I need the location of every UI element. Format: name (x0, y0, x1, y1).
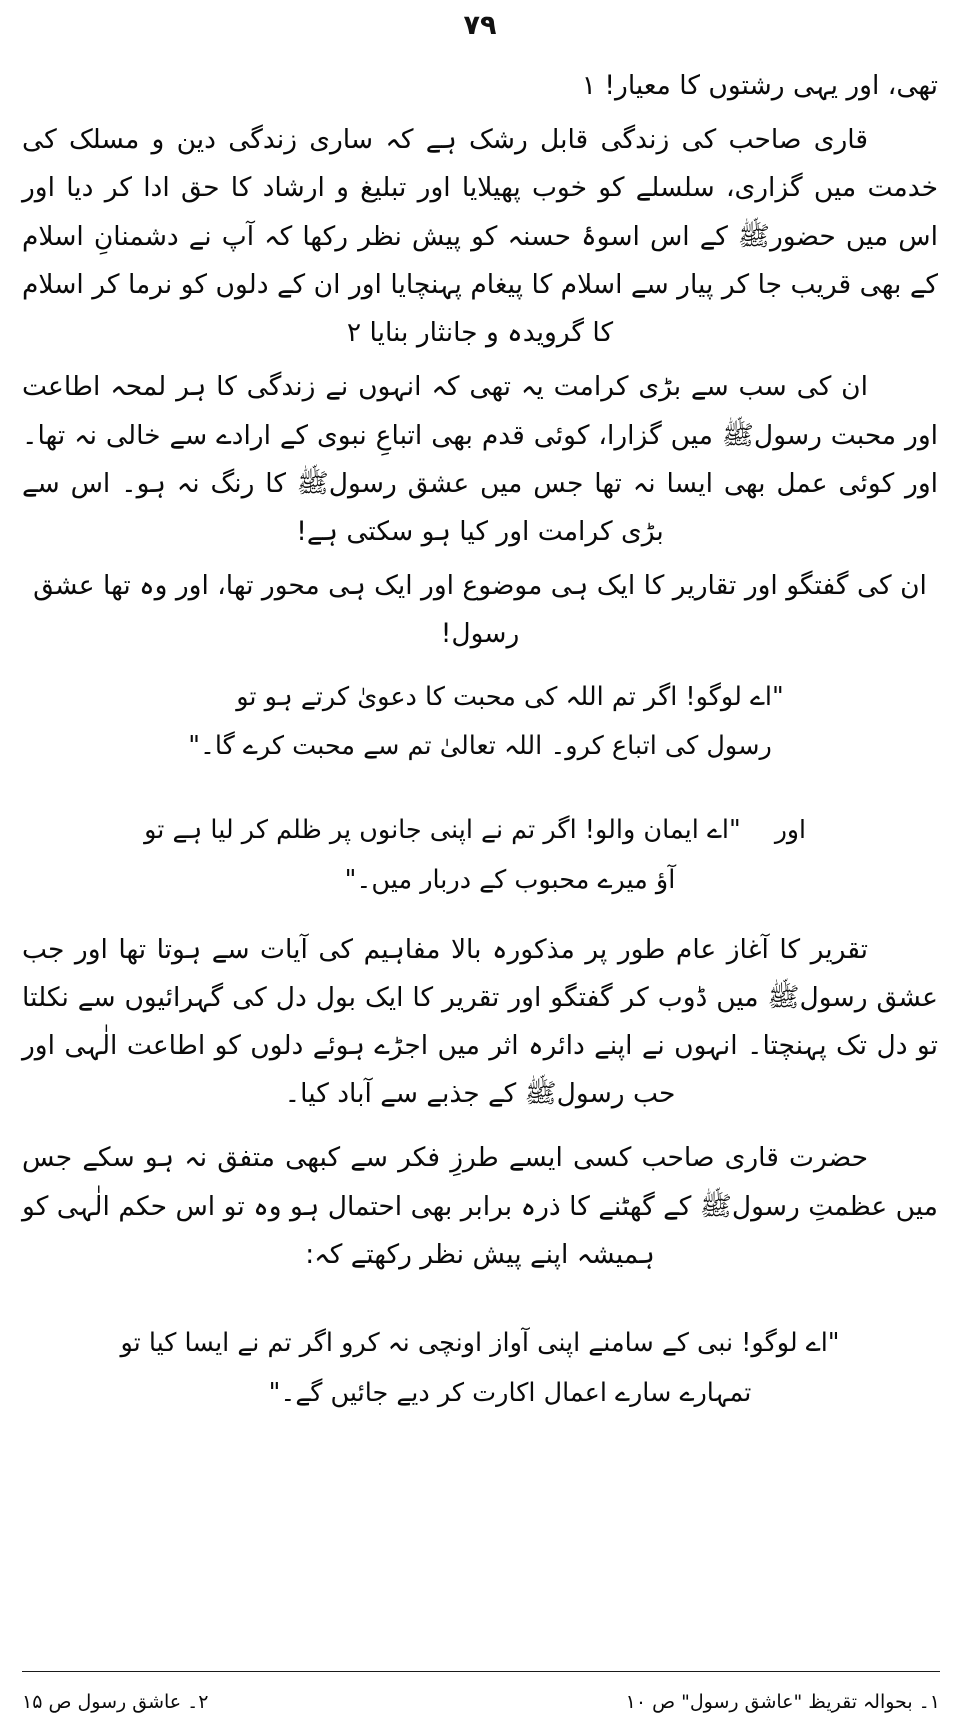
quotation-block (22, 1319, 938, 1418)
connector-word: اور (774, 815, 806, 845)
quote-line: آؤ میرے محبوب کے دربار میں۔" (344, 864, 676, 895)
paragraph-continuation: تھی، اور یہی رشتوں کا معیار! ۱ (581, 70, 938, 101)
footnote-divider (22, 1671, 940, 1672)
footnote-area (22, 1688, 940, 1717)
quotation-block (22, 806, 938, 905)
quote-line: "اے لوگو! اگر تم اللہ کی محبت کا دعویٰ کرتے ہو تو (236, 681, 784, 712)
quotation-block (22, 673, 938, 772)
quote-line: "اے ایمان والو! اگر تم نے اپنی جانوں پر ظلم کر لیا ہے تو (144, 815, 741, 846)
footnote-item: ۱۔ بحوالہ تقریظ "عاشق رسول" ص ۱۰ (625, 1690, 940, 1713)
paragraph: قاری صاحب کی زندگی قابل رشک ہے کہ ساری زندگی دین و مسلک کی خدمت میں گزاری، سلسلے کو خوب پھیلایا اور تبلیغ و ارشاد کا حق ادا کر دیا اور اس میں حضورﷺ کے اس اسوۂ حسنہ کو پیش نظر رکھا کہ آپ نے دشمنانِ اسلام کے بھی قریب جا کر پیار سے اسلام کا پیغام پہنچایا اور ان کے دلوں کو نرما کر اسلام کا گرویدہ و جانثار بنایا ۲ (22, 124, 938, 349)
page-body (22, 62, 938, 1428)
page-number: ۷۹ (463, 10, 497, 41)
footnote-item: ۲۔ عاشق رسول ص ۱۵ (22, 1690, 209, 1713)
paragraph: حضرت قاری صاحب کسی ایسے طرزِ فکر سے کبھی متفق نہ ہو سکے جس میں عظمتِ رسولﷺ کے گھٹنے کا ذرہ برابر بھی احتمال ہو وہ تو اس حکم الٰہی کو ہمیشہ اپنے پیش نظر رکھتے کہ: (22, 1142, 938, 1270)
paragraph: ان کی گفتگو اور تقاریر کا ایک ہی موضوع اور ایک ہی محور تھا، اور وہ تھا عشق رسول! (33, 570, 927, 650)
quote-line: رسول کی اتباع کرو۔ اللہ تعالیٰ تم سے محبت کرے گا۔" (188, 731, 772, 762)
quote-line: تمہارے سارے اعمال اکارت کر دیے جائیں گے۔" (268, 1377, 752, 1408)
quote-line: "اے لوگو! نبی کے سامنے اپنی آواز اونچی نہ کرو اگر تم نے ایسا کیا تو (120, 1328, 840, 1359)
paragraph: ان کی سب سے بڑی کرامت یہ تھی کہ انہوں نے زندگی کا ہر لمحہ اطاعت اور محبت رسولﷺ میں گزارا، کوئی قدم بھی اتباعِ نبوی کے ارادے سے خالی نہ تھا۔ اور کوئی عمل بھی ایسا نہ تھا جس میں عشق رسولﷺ کا رنگ نہ ہو۔ اس سے بڑی کرامت اور کیا ہو سکتی ہے! (22, 371, 938, 547)
paragraph: تقریر کا آغاز عام طور پر مذکورہ بالا مفاہیم کی آیات سے ہوتا تھا اور جب عشق رسولﷺ میں ڈوب کر گفتگو اور تقریر کا ایک بول دل کی گہرائیوں سے نکلتا تو دل تک پہنچتا۔ انہوں نے اپنے دائرہ اثر میں اجڑے ہوئے دلوں کو اطاعت الٰہی اور حب رسولﷺ کے جذبے سے آباد کیا۔ (22, 933, 938, 1110)
